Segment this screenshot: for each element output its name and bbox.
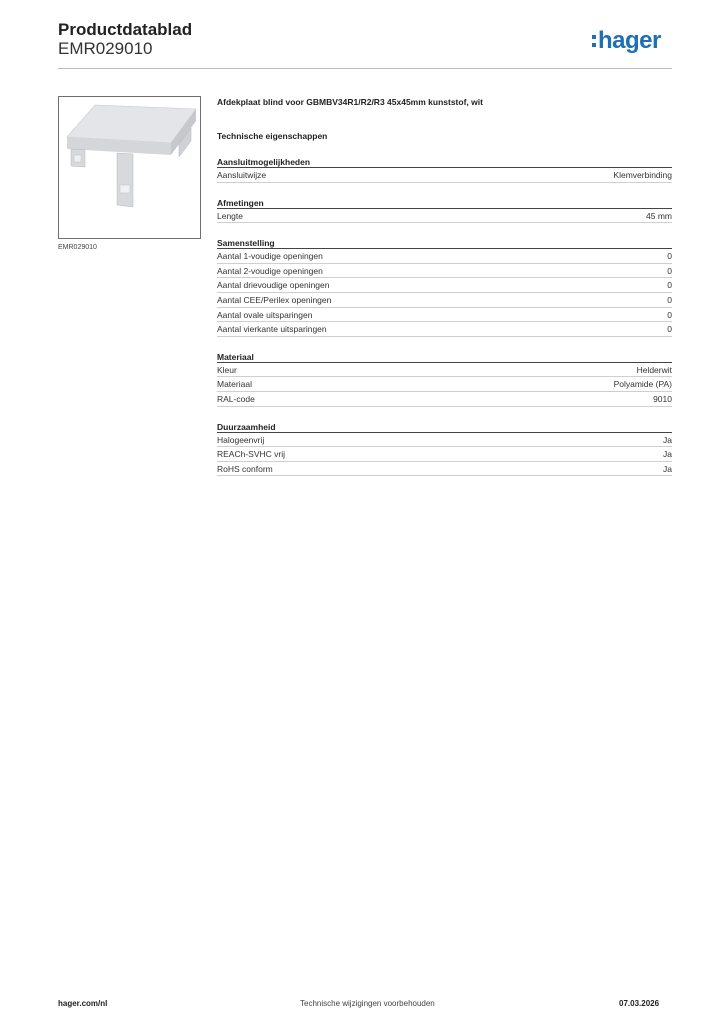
image-caption: EMR029010: [58, 244, 97, 251]
spec-row: [217, 249, 672, 264]
hager-logo: [592, 26, 661, 56]
spec-value: Ja: [663, 463, 672, 474]
cover-plate-image: [59, 97, 200, 238]
spec-value: 0: [667, 324, 672, 335]
logo-text: hager: [598, 27, 661, 54]
footer-disclaimer: Technische wijzigingen voorbehouden: [300, 999, 435, 1008]
spec-label: RAL-code: [217, 393, 255, 404]
spec-label: Materiaal: [217, 379, 252, 390]
spec-label: Aantal CEE/Perilex openingen: [217, 294, 332, 305]
spec-value: Klemverbinding: [613, 170, 672, 180]
spec-label: Aansluitwijze: [217, 170, 267, 180]
spec-row: [217, 392, 672, 407]
spec-label: Aantal 1-voudige openingen: [217, 251, 323, 262]
spec-label: Aantal vierkante uitsparingen: [217, 324, 327, 335]
product-description: Afdekplaat blind voor GBMBV34R1/R2/R3 45x45mm kunststof, wit: [217, 97, 483, 107]
spec-row: [217, 293, 672, 308]
spec-value: 9010: [653, 393, 672, 404]
spec-value: 45 mm: [646, 210, 672, 221]
footer-website-link[interactable]: hager.com/nl: [58, 999, 108, 1008]
header-divider: [58, 68, 672, 69]
section-title: Afmetingen: [217, 197, 672, 209]
spec-row: [217, 377, 672, 392]
section-title: Aansluitmogelijkheden: [217, 156, 672, 168]
logo-dots-icon: [592, 35, 596, 47]
spec-value: Ja: [663, 434, 672, 445]
spec-label: RoHS conform: [217, 463, 273, 474]
section-composition: [217, 237, 672, 337]
spec-value: 0: [667, 265, 672, 276]
spec-label: REACh-SVHC vrij: [217, 449, 286, 460]
product-code: EMR029010: [58, 39, 153, 58]
spec-label: Aantal drievoudige openingen: [217, 280, 330, 291]
spec-row: [217, 278, 672, 293]
spec-content: [217, 96, 672, 476]
spec-row: [217, 209, 672, 224]
spec-row: [217, 363, 672, 378]
section-connection: [217, 156, 672, 183]
product-image-frame: [58, 96, 201, 239]
spec-label: Aantal ovale uitsparingen: [217, 309, 313, 320]
section-title: Samenstelling: [217, 237, 672, 249]
spec-row: [217, 322, 672, 337]
spec-value: 0: [667, 309, 672, 320]
spec-row: [217, 447, 672, 462]
spec-row: [217, 433, 672, 448]
spec-row: [217, 264, 672, 279]
section-title: Duurzaamheid: [217, 421, 672, 433]
spec-row: [217, 308, 672, 323]
section-dimensions: [217, 197, 672, 224]
spec-row: [217, 168, 672, 183]
spec-label: Kleur: [217, 364, 237, 375]
spec-value: 0: [667, 251, 672, 262]
footer-date: 07.03.2026: [619, 999, 660, 1008]
spec-label: Halogeenvrij: [217, 434, 265, 445]
spec-label: Lengte: [217, 210, 243, 221]
tech-properties-heading: Technische eigenschappen: [217, 131, 328, 141]
spec-value: 0: [667, 294, 672, 305]
section-material: [217, 351, 672, 407]
spec-value: Ja: [663, 449, 672, 460]
section-sustainability: [217, 421, 672, 477]
page-title: Productdatablad: [58, 20, 193, 39]
spec-row: [217, 462, 672, 477]
spec-value: Polyamide (PA): [613, 379, 672, 390]
spec-value: Helderwit: [636, 364, 672, 375]
section-title: Materiaal: [217, 351, 672, 363]
spec-value: 0: [667, 280, 672, 291]
spec-label: Aantal 2-voudige openingen: [217, 265, 323, 276]
